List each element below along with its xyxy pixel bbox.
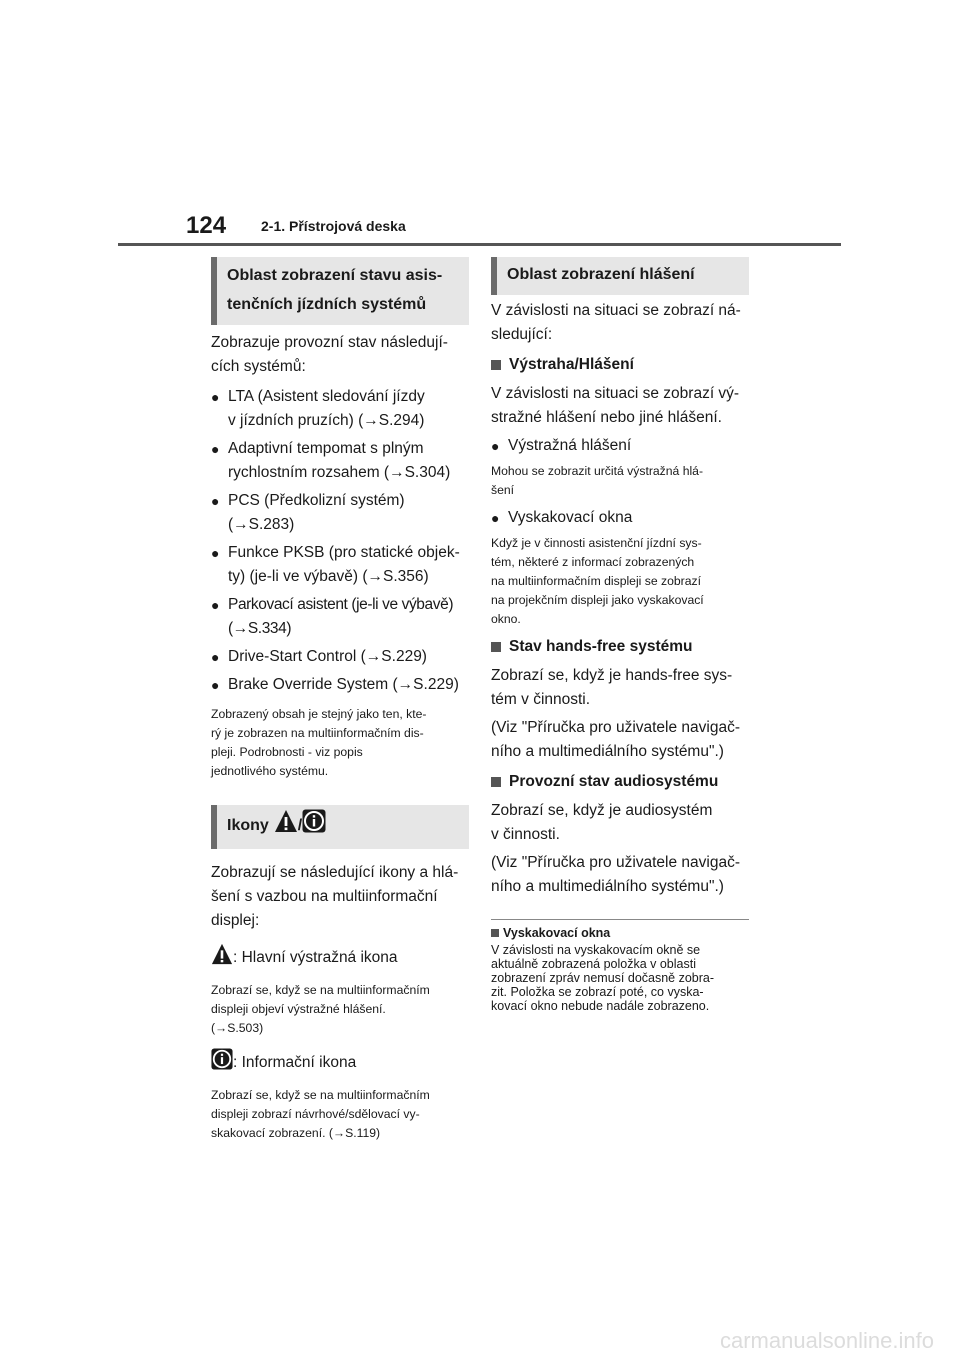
messages-intro: V závislosti na situaci se zobrazí ná- sledující:: [491, 302, 741, 343]
warning-messages-note: Mohou se zobrazit určitá výstražná hlá- šení: [491, 464, 704, 497]
section-heading-icons: Ikony /: [211, 805, 469, 849]
list-item: ● Drive-Start Control (→S.229): [211, 648, 427, 665]
right-column: [491, 257, 749, 1013]
audio-status-reference: (Viz "Příručka pro uživatele navigač- ního a multimediálního systému".): [491, 854, 741, 895]
note-divider: [491, 919, 749, 920]
subheading-audio-status: Provozní stav audiosystému: [491, 770, 749, 795]
list-item: ● LTA (Asistent sledování jízdy v jízdních pruzích) (→S.294): [211, 388, 425, 429]
header-rule: [118, 243, 841, 246]
page-number: 124: [186, 212, 227, 239]
section-heading-assist-status: Oblast zobrazení stavu asis- tenčních jízdních systémů: [211, 257, 469, 325]
note-body: V závislosti na vyskakovacím okně se aktuálně zobrazená položka v oblasti zobrazení zpráv nemusí dočasně zobra- zit. Položka se zobrazí poté, co vyska- kovací okno nebude nadále zobrazeno.: [491, 943, 715, 1013]
info-circle-icon: [302, 809, 326, 843]
assist-note: Zobrazený obsah je stejný jako ten, kte- rý je zobrazen na multiinformačním dis- pleji. Podrobnosti - viz popis jednotlivého systému.: [211, 707, 427, 778]
list-item: ● Vyskakovací okna: [491, 509, 633, 526]
square-bullet-icon: [491, 360, 501, 370]
assist-intro: Zobrazuje provozní stav následují- cích systémů:: [211, 334, 448, 375]
info-icon-row: : Informační ikona: [211, 1048, 469, 1078]
warning-triangle-icon: [274, 809, 298, 843]
audio-status-text: Zobrazí se, když je audiosystém v činnosti.: [491, 802, 713, 843]
subheading-warning-message: Výstraha/Hlášení: [491, 353, 749, 378]
chapter-title: 2-1. Přístrojová deska: [261, 218, 406, 234]
hands-free-reference: (Viz "Příručka pro uživatele navigač- ního a multimediálního systému".): [491, 719, 741, 760]
icons-intro: Zobrazují se následující ikony a hlá- šení s vazbou na multiinformační displej:: [211, 864, 459, 929]
warning-triangle-icon: [211, 943, 233, 973]
master-warning-note: Zobrazí se, když se na multiinformačním displeji objeví výstražné hlášení. (→S.503): [211, 983, 430, 1035]
list-item: ● Parkovací asistent (je-li ve výbavě) (→S.334): [211, 596, 454, 637]
popup-note: Když je v činnosti asistenční jízdní sys- tém, některé z informací zobrazených na multiinformačním displeji se zobrazí na projekčním displeji jako vyskakovací okno.: [491, 536, 704, 626]
assist-systems-list: [211, 385, 469, 697]
watermark: carmanualsonline.info: [719, 1328, 934, 1353]
list-item: ● Výstražná hlášení: [491, 437, 632, 454]
hands-free-text: Zobrazí se, když je hands-free sys- tém v činnosti.: [491, 667, 733, 708]
list-item: ● Brake Override System (→S.229): [211, 676, 459, 693]
note-title: Vyskakovací okna: [491, 925, 749, 940]
list-item: ● Adaptivní tempomat s plným rychlostním rozsahem (→S.304): [211, 440, 451, 481]
left-column: [211, 257, 469, 1143]
info-circle-icon: [211, 1048, 233, 1078]
square-bullet-icon: [491, 777, 501, 787]
section-heading-messages: Oblast zobrazení hlášení: [491, 257, 749, 295]
square-bullet-icon: [491, 929, 499, 937]
info-icon-note: Zobrazí se, když se na multiinformačním displeji zobrazí návrhové/sdělovací vy- skakovací zobrazení. (→S.119): [211, 1088, 430, 1140]
subheading-hands-free: Stav hands-free systému: [491, 635, 749, 660]
list-item: ● Funkce PKSB (pro statické objek- ty) (je-li ve výbavě) (→S.356): [211, 544, 460, 585]
master-warning-row: : Hlavní výstražná ikona: [211, 943, 469, 973]
warning-message-text: V závislosti na situaci se zobrazí vý- stražné hlášení nebo jiné hlášení.: [491, 385, 740, 426]
square-bullet-icon: [491, 642, 501, 652]
list-item: ● PCS (Předkolizní systém) (→S.283): [211, 492, 405, 533]
